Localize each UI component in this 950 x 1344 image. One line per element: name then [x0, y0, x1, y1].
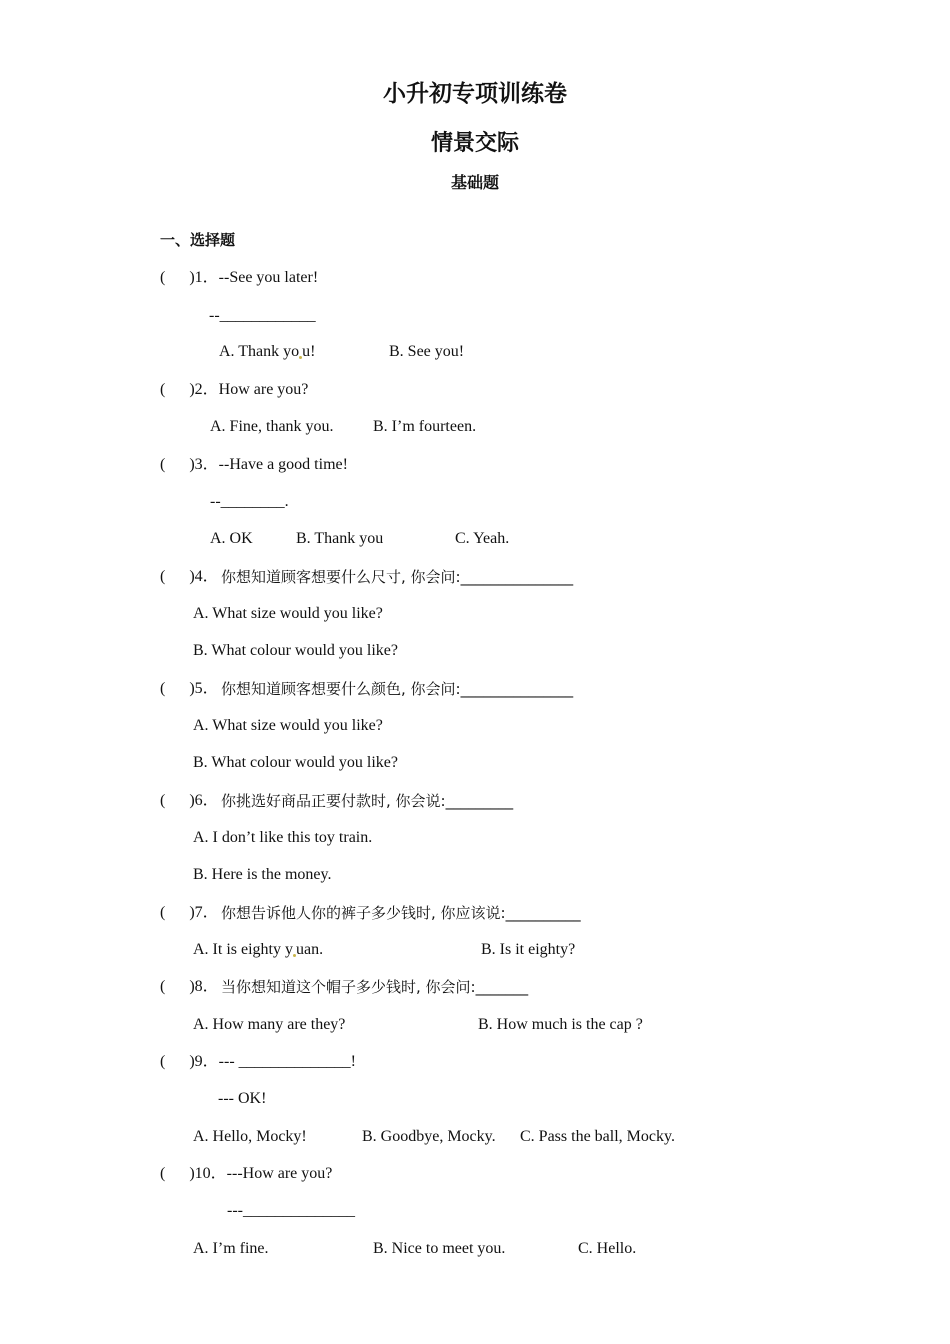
question-4-option-a: A. What size would you like? — [193, 605, 383, 622]
question-2-stem: ( )2．How are you? — [160, 381, 309, 398]
question-8-option-b: B. How much is the cap ? — [478, 1016, 643, 1033]
question-3-reply: --________. — [210, 493, 289, 510]
question-7-number: ( )7． — [160, 904, 219, 921]
question-9-reply: --- OK! — [218, 1090, 267, 1107]
question-5-option-b: B. What colour would you like? — [193, 754, 398, 771]
question-4-option-b: B. What colour would you like? — [193, 642, 398, 659]
question-7-stem: 你想告诉他人你的裤子多少钱时, 你应该说:__________ — [221, 904, 581, 922]
question-2-option-a: A. Fine, thank you. — [210, 418, 334, 435]
question-6-option-a: A. I don’t like this toy train. — [193, 829, 373, 846]
question-10-option-b: B. Nice to meet you. — [373, 1240, 506, 1257]
question-4-stem: 你想知道顾客想要什么尺寸, 你会问:_______________ — [221, 568, 574, 586]
question-6-option-b: B. Here is the money. — [193, 866, 332, 883]
question-9-option-a: A. Hello, Mocky! — [193, 1128, 307, 1145]
question-10-reply: ---______________ — [227, 1202, 355, 1219]
question-5-number: ( )5． — [160, 680, 219, 697]
question-3-option-a: A. OK — [210, 530, 253, 547]
question-8-number: ( )8． — [160, 978, 219, 995]
question-10-option-c: C. Hello. — [578, 1240, 637, 1257]
question-5-stem: 你想知道顾客想要什么颜色, 你会问:_______________ — [221, 680, 574, 698]
question-10-stem: ( )10．---How are you? — [160, 1165, 333, 1182]
question-7-option-a-text: A. It is eighty y — [193, 941, 293, 958]
question-7-option-b: B. Is it eighty? — [481, 941, 576, 958]
section-heading: 一、选择题 — [160, 231, 236, 249]
question-1-stem: ( )1．--See you later! — [160, 269, 319, 286]
question-6-stem: 你挑选好商品正要付款时, 你会说:_________ — [221, 792, 514, 810]
question-1-reply: --____________ — [209, 307, 316, 324]
question-4-number: ( )4． — [160, 568, 219, 585]
question-1-option-a — [219, 342, 315, 362]
question-10-option-a: A. I’m fine. — [193, 1240, 269, 1257]
doc-level: 基础题 — [450, 173, 499, 192]
question-7-option-a — [193, 940, 323, 960]
question-1-option-a-text: A. Thank yo — [219, 343, 300, 360]
question-3-stem: ( )3．--Have a good time! — [160, 456, 348, 473]
question-6-number: ( )6． — [160, 792, 219, 809]
question-8-stem: 当你想知道这个帽子多少钱时, 你会问:_______ — [221, 978, 529, 996]
question-7-option-a-text-end: uan. — [296, 941, 324, 958]
question-8-option-a: A. How many are they? — [193, 1016, 346, 1033]
question-9-option-c: C. Pass the ball, Mocky. — [520, 1128, 675, 1145]
doc-title: 小升初专项训练卷 — [383, 81, 567, 107]
question-3-option-b: B. Thank you — [296, 530, 384, 547]
question-1-option-a-text-end: u! — [302, 343, 316, 360]
question-2-option-b: B. I’m fourteen. — [373, 418, 477, 435]
question-5-option-a: A. What size would you like? — [193, 717, 383, 734]
question-9-stem: ( )9．--- ______________! — [160, 1053, 356, 1070]
question-3-option-c: C. Yeah. — [455, 530, 510, 547]
doc-subtitle: 情景交际 — [430, 131, 519, 156]
question-1-option-b: B. See you! — [389, 343, 465, 360]
question-9-option-b: B. Goodbye, Mocky. — [362, 1128, 496, 1145]
